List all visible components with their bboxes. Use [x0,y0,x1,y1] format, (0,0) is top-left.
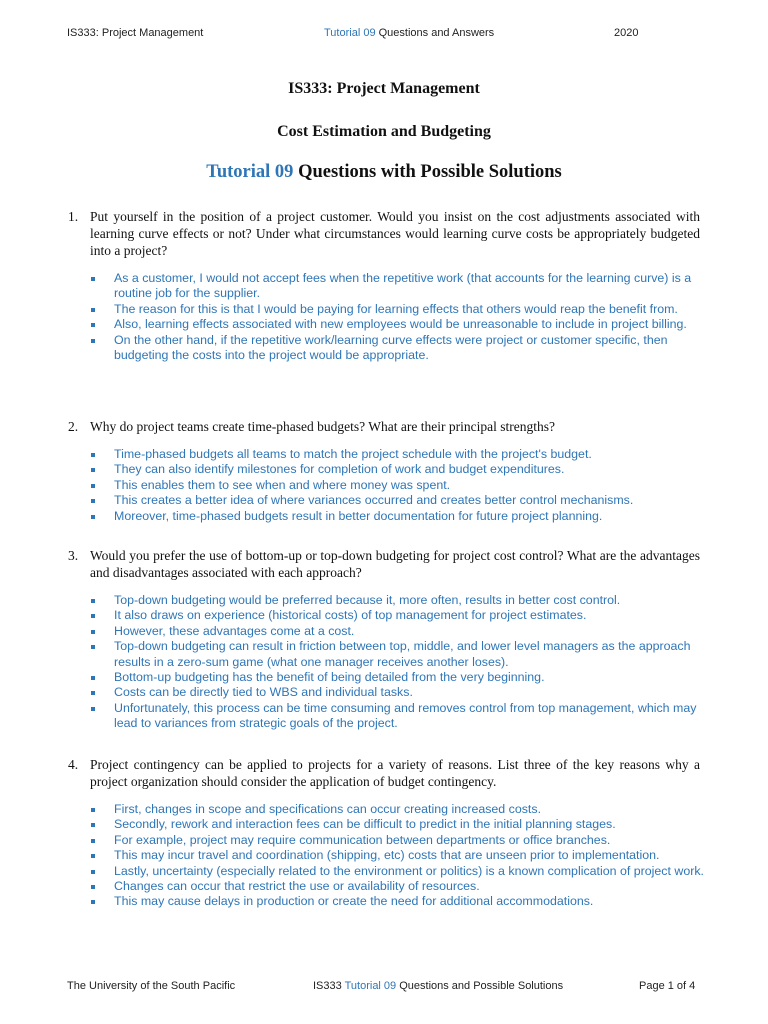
question-number: 4. [68,757,79,772]
answer-item: Secondly, rework and interaction fees can be difficult to predict in the initial planning stages. [114,817,704,832]
footer-center [313,980,563,992]
answer-item: Lastly, uncertainty (especially related to the environment or politics) is a known complication of project work. [114,863,704,878]
answer-item: Top-down budgeting would be preferred because it, more often, results in better cost control. [114,593,704,608]
page-footer [0,980,768,1000]
answer-item: Bottom-up budgeting has the benefit of being detailed from the very beginning. [114,670,704,685]
answer-item: As a customer, I would not accept fees when the repetitive work (that accounts for the learning curve) is a routine job for the supplier. [114,271,704,302]
page-number: Page 1 of 4 [639,980,696,992]
answer-item: First, changes in scope and specifications can occur creating increased costs. [114,802,704,817]
answer-item: It also draws on experience (historical costs) of top management for project estimates. [114,608,704,623]
answer-item: For example, project may require communication between departments or office branches. [114,833,704,848]
question-block-4 [0,756,768,910]
answer-item: Top-down budgeting can result in friction between top, middle, and lower level managers as the approach results in a zero-sum game (what one manager receives another loses). [114,639,704,670]
header-tutorial-label: Tutorial 09 [324,27,376,39]
answer-item: However, these advantages come at a cost. [114,624,704,639]
header-center-rest: Questions and Answers [375,27,495,39]
answer-list-2 [0,447,704,524]
answer-list-1 [0,271,704,363]
question-block-1 [0,208,768,363]
footer-course-code: IS333 [313,980,345,992]
answer-item: Time-phased budgets all teams to match the project schedule with the project's budget. [114,447,704,462]
answer-item: The reason for this is that I would be paying for learning effects that others would reap the benefit from. [114,302,704,317]
question-4 [68,756,700,790]
footer-university: The University of the South Pacific [67,980,236,992]
question-block-3 [0,547,768,732]
question-block-2 [0,418,768,524]
answer-item: Costs can be directly tied to WBS and individual tasks. [114,685,704,700]
footer-center-rest: Questions and Possible Solutions [396,980,564,992]
page-header [0,27,768,47]
answer-list-3 [0,593,704,732]
tutorial-title-highlight: Tutorial 09 [206,162,294,182]
tutorial-title-rest: Questions with Possible Solutions [293,162,562,182]
tutorial-title [0,162,768,183]
answer-item: Unfortunately, this process can be time consuming and removes control from top management, which may lead to variances from strategic goals of the project. [114,701,704,732]
answer-item: Moreover, time-phased budgets result in better documentation for future project planning. [114,509,704,524]
answer-item: Changes can occur that restrict the use or availability of resources. [114,879,704,894]
header-year: 2020 [614,27,639,39]
answer-item: This may cause delays in production or create the need for additional accommodations. [114,894,704,909]
question-text: Why do project teams create time-phased budgets? What are their principal strengths? [90,419,555,434]
question-text: Project contingency can be applied to projects for a variety of reasons. List three of the key reasons why a project organization should consider the application of budget contingency. [90,757,700,789]
answer-item: This enables them to see when and where money was spent. [114,478,704,493]
question-text: Would you prefer the use of bottom-up or top-down budgeting for project cost control? What are the advantages and disadvantages associated with each approach? [90,548,700,580]
topic-title: Cost Estimation and Budgeting [277,123,491,140]
answer-item: Also, learning effects associated with new employees would be unreasonable to include in project billing. [114,317,704,332]
course-title: IS333: Project Management [288,80,480,97]
question-number: 2. [68,419,79,434]
question-3 [68,547,700,581]
question-1 [68,208,700,259]
footer-tutorial-label: Tutorial 09 [344,980,397,992]
answer-item: On the other hand, if the repetitive work/learning curve effects were project or customer specific, then budgeting the costs into the project would be appropriate. [114,333,704,364]
question-text: Put yourself in the position of a project customer. Would you insist on the cost adjustments associated with learning curve effects or not? Under what circumstances would learning curve costs be appropriately budgeted into a project? [90,209,700,258]
answer-item: This creates a better idea of where variances occurred and creates better control mechanisms. [114,493,704,508]
answer-item: This may incur travel and coordination (shipping, etc) costs that are unseen prior to implementation. [114,848,704,863]
answer-list-4 [0,802,704,910]
header-center [324,27,494,39]
question-number: 1. [68,209,79,224]
question-number: 3. [68,548,79,563]
answer-item: They can also identify milestones for completion of work and budget expenditures. [114,462,704,477]
question-2 [68,418,700,435]
header-course: IS333: Project Management [67,27,204,39]
